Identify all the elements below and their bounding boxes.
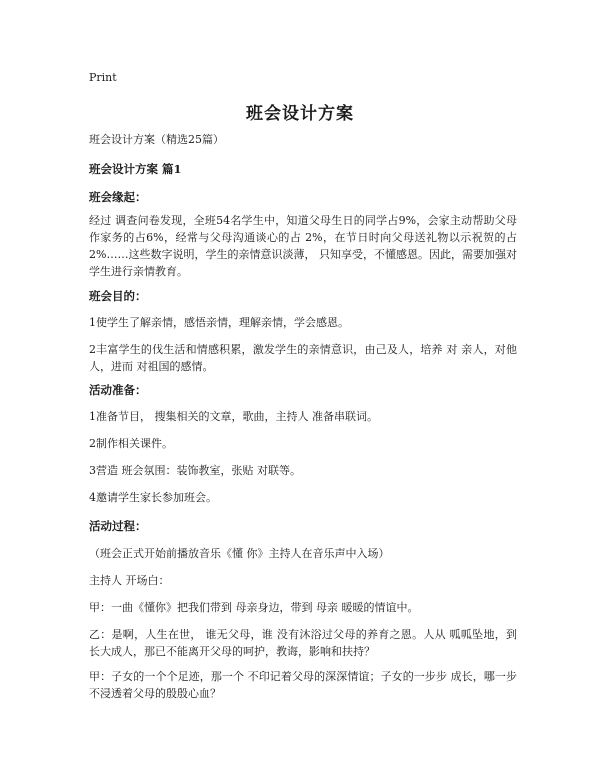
prep-item-4: 4邀请学生家长参加班会。 bbox=[89, 491, 217, 504]
dialogue-line-c: 甲：子女的一个个足迹，那一个 不印记着父母的深深情谊；子女的一步步 成长，哪一步不浸透着父母的殷殷心血？ bbox=[89, 670, 517, 700]
process-intro: （班会正式开始前播放音乐《懂 你》主持人在音乐声中入场） bbox=[89, 547, 390, 560]
prep-item-3: 3营造 班会氛围：装饰教室，张贴 对联等。 bbox=[89, 464, 301, 477]
document-subtitle: 班会设计方案（精选25篇） bbox=[89, 133, 224, 146]
goal-item-2: 2丰富学生的伐生活和情感积累，激发学生的亲情意识，由己及人，培养 对 亲人，对他人，进而 对祖国的感情。 bbox=[89, 343, 517, 373]
print-link[interactable]: Print bbox=[89, 71, 117, 84]
prep-item-1: 1准备节目， 搜集相关的文章，歌曲，主持人 准备串联词。 bbox=[89, 410, 378, 423]
goal-heading: 班会目的： bbox=[89, 289, 147, 303]
goal-item-1: 1使学生了解亲情，感悟亲情，理解亲情，学会感恩。 bbox=[89, 316, 349, 329]
dialogue-line-b: 乙：是啊，人生在世， 谁无父母，谁 没有沐浴过父母的养育之恩。人从 呱呱坠地，到长大成人，那已不能离开父母的呵护，教诲，影响和扶持？ bbox=[89, 628, 517, 658]
host-opening: 主持人 开场白： bbox=[89, 574, 170, 587]
prep-item-2: 2制作相关课件。 bbox=[89, 437, 173, 450]
page-title: 班会设计方案 bbox=[246, 104, 354, 124]
process-heading: 活动过程： bbox=[89, 519, 147, 533]
origin-paragraph: 经过 调查问卷发现，全班54名学生中，知道父母生日的同学占9%，会家主动帮助父母作家务的占6%，经常与父母沟通谈心的占 2%，在节日时向父母送礼物以示祝贺的占 2%……这些数字说明，学生的亲情意识淡薄， 只知享受，不懂感恩。因此，需要加强对学生进行亲情教育。 bbox=[89, 214, 517, 278]
dialogue-line-a: 甲：一曲《懂你》把我们带到 母亲身边，带到 母亲 暖暖的情谊中。 bbox=[89, 601, 419, 614]
prep-heading: 活动准备： bbox=[89, 383, 147, 397]
section-title: 班会设计方案 篇1 bbox=[89, 162, 182, 176]
origin-heading: 班会缘起： bbox=[89, 190, 147, 204]
